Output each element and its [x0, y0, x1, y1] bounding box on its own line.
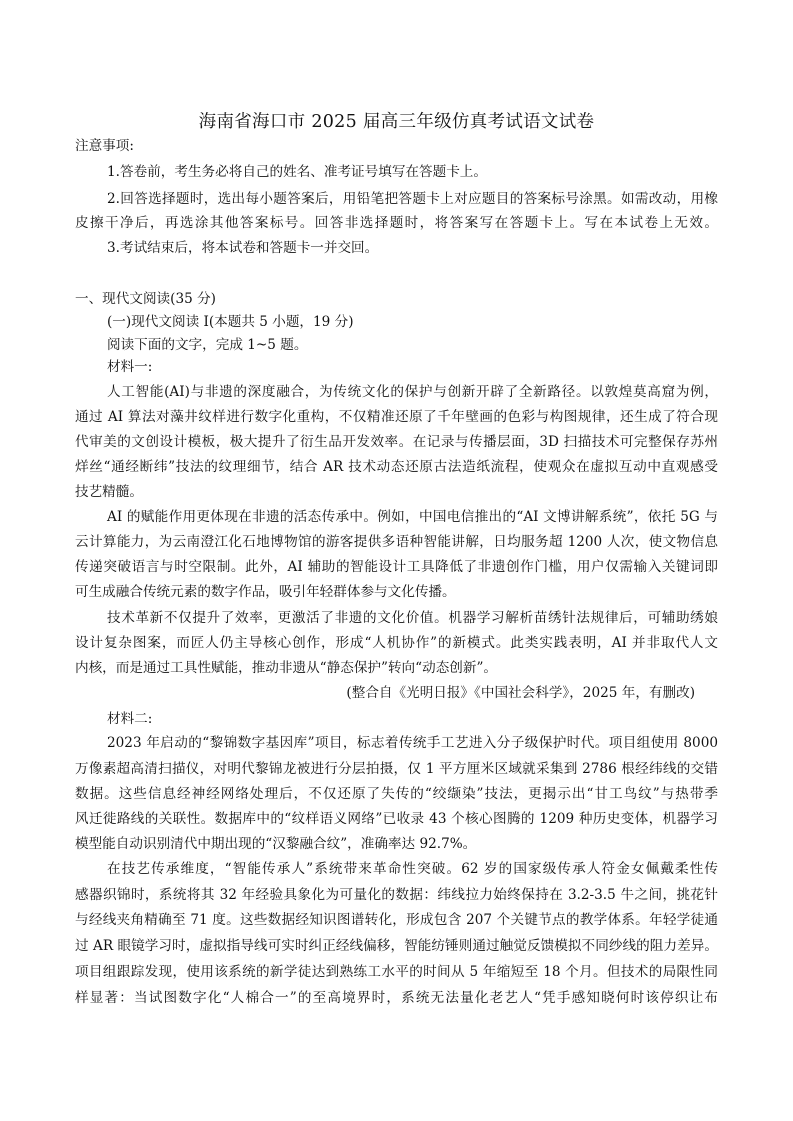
material2-line: 数据。这些信息经神经网络处理后，不仅还原了失传的“绞缬染”技法，更揭示出“甘工鸟纹”与热带季: [75, 786, 718, 802]
material1-line: 传递突破语言与时空限制。此外，AI 辅助的智能设计工具降低了非遗创作门槛，用户仅需输入关键词即: [75, 559, 718, 575]
material1-line: 代审美的文创设计模板，极大提升了衍生品开发效率。在记录与传播层面，3D 扫描技术可完整保存苏州: [75, 434, 718, 450]
material2-line: 感器织锦时，系统将其 32 年经验具象化为可量化的数据：纬线拉力始终保持在 3.2-3.5 牛之间，挑花针: [75, 887, 718, 903]
material2-line: 2023 年启动的“黎锦数字基因库”项目，标志着传统手工艺进入分子级保护时代。项目组使用 8000: [107, 735, 718, 751]
sub-heading: (一)现代文阅读 I(本题共 5 小题，19 分): [107, 314, 354, 330]
material1-line: 云计算能力，为云南澄江化石地博物馆的游客提供多语种智能讲解，日均服务超 1200 人次，使文物信息: [75, 534, 718, 550]
notice-item-1: 1.答卷前，考生务必将自己的姓名、准考证号填写在答题卡上。: [107, 164, 487, 180]
material1-line: 可生成融合传统元素的数字作品，吸引年轻群体参与文化传播。: [75, 584, 456, 600]
notice-item-2-cont: 皮擦干净后，再选涂其他答案标号。回答非选择题时，将答案写在答题卡上。写在本试卷上无效。: [75, 215, 718, 231]
material1-line: 技术革新不仅提升了效率，更激活了非遗的文化价值。机器学习解析苗绣针法规律后，可辅助绣娘: [107, 610, 718, 626]
material1-line: AI 的赋能作用更体现在非遗的活态传承中。例如，中国电信推出的“AI 文博讲解系统”，依托 5G 与: [107, 509, 718, 525]
material2-line: 过 AR 眼镜学习时，虚拟指导线可实时纠正经线偏移，智能纺锤则通过触觉反馈模拟不同纱线的阻力差异。: [75, 938, 718, 954]
material2-line: 风迁徙路线的关联性。数据库中的“纹样语义网络”已收录 43 个核心图腾的 1209 种历史变体，机器学习: [75, 811, 718, 827]
page-title: 海南省海口市 2025 届高三年级仿真考试语文试卷: [198, 112, 595, 132]
material1-line: 技艺精髓。: [75, 484, 143, 500]
instruction: 阅读下面的文字，完成 1~5 题。: [107, 337, 308, 353]
material1-line: 内核，而是通过工具性赋能，推动非遗从“静态保护”转向“动态创新”。: [75, 660, 498, 676]
notice-item-2: 2.回答选择题时，选出每小题答案后，用铅笔把答题卡上对应题目的答案标号涂黑。如需改动，用橡: [107, 191, 718, 207]
material2-line: 样显著：当试图数字化“人棉合一”的至高境界时，系统无法量化老艺人“凭手感知晓何时该停织让布: [75, 990, 718, 1006]
material2-line: 在技艺传承维度，“智能传承人”系统带来革命性突破。62 岁的国家级传承人符金女佩戴柔性传: [107, 861, 718, 877]
material1-line: 人工智能(AI)与非遗的深度融合，为传统文化的保护与创新开辟了全新路径。以敦煌莫高窟为例，: [107, 384, 718, 400]
notice-heading: 注意事项:: [75, 138, 134, 154]
material1-line: 设计复杂图案，而匠人仍主导核心创作，形成“人机协作”的新模式。此类实践表明，AI 并非取代人文: [75, 635, 718, 651]
notice-item-3: 3.考试结束后，将本试卷和答题卡一并交回。: [107, 240, 379, 256]
material2-line: 项目组跟踪发现，使用该系统的新学徒达到熟练工水平的时间从 5 年缩短至 18 个月。但技术的局限性同: [75, 964, 718, 980]
material1-source: (整合自《光明日报》《中国社会科学》，2025 年，有删改): [346, 685, 695, 701]
material2-label: 材料二:: [107, 711, 153, 727]
material1-label: 材料一:: [107, 359, 153, 375]
material2-line: 万像素超高清扫描仪，对明代黎锦龙被进行分层拍摄，仅 1 平方厘米区域就采集到 2786 根经纬线的交错: [75, 761, 718, 777]
material2-line: 模型能自动识别清代中期出现的“汉黎融合纹”，准确率达 92.7%。: [75, 836, 477, 852]
material2-line: 与经线夹角精确至 71 度。这些数据经知识图谱转化，形成包含 207 个关键节点的教学体系。年轻学徒通: [75, 912, 718, 928]
material1-line: 通过 AI 算法对藻井纹样进行数字化重构，不仅精准还原了千年壁画的色彩与构图规律，还生成了符合现: [75, 409, 718, 425]
section-heading: 一、现代文阅读(35 分): [75, 291, 216, 307]
material1-line: 烊丝“通经断纬”技法的纹理细节，结合 AR 技术动态还原古法造纸流程，使观众在虚拟互动中直观感受: [75, 459, 718, 475]
